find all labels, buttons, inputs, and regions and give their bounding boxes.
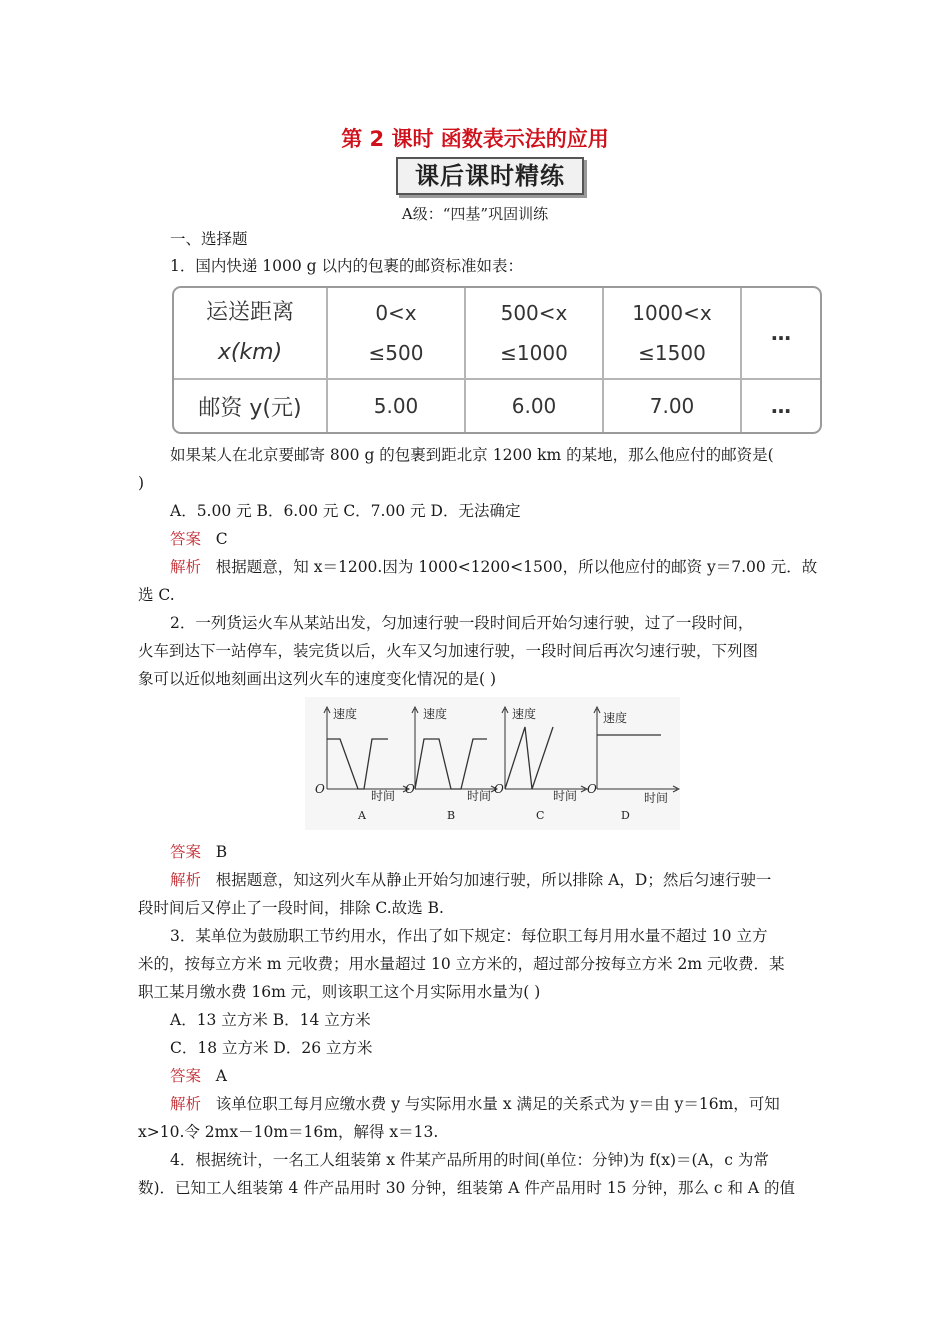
y-axis-label: 速度 <box>512 707 537 721</box>
q2-stem-line: 火车到达下一站停车，装完货以后，火车又匀加速行驶，一段时间后再次匀速行驶，下列图 <box>138 642 759 660</box>
distance-unit-label: x(km) <box>217 340 283 365</box>
q2-analysis <box>170 870 850 890</box>
analysis-label: 解析 <box>170 558 202 576</box>
q1-analysis <box>170 557 850 577</box>
range-bottom: ≤1500 <box>638 341 706 365</box>
page-title: 第 2 课时 函数表示法的应用 <box>341 127 609 151</box>
price-cell: 7.00 <box>604 380 742 432</box>
distance-header-label: 运送距离 <box>205 300 294 325</box>
range-cell <box>604 288 742 380</box>
answer-value: C <box>215 530 228 548</box>
option-label: C <box>536 809 545 822</box>
range-top: 500<x <box>500 301 568 325</box>
ellipsis-cell: … <box>771 394 791 418</box>
analysis-text: 根据题意，知 x＝1200.因为 1000<1200<1500，所以他应付的邮资 y＝7.00 元．故 <box>215 558 818 576</box>
q2-analysis-cont: 段时间后又停止了一段时间，排除 C.故选 B. <box>138 899 444 917</box>
answer-label: 答案 <box>170 843 202 861</box>
q3-answer <box>170 1066 850 1086</box>
q1-question-line: ) <box>138 474 145 492</box>
range-top: 0<x <box>375 301 417 325</box>
range-cell <box>328 288 466 380</box>
option-label: A <box>358 809 366 822</box>
answer-value: B <box>215 843 228 861</box>
origin-label: O <box>587 782 597 796</box>
option-label: B <box>447 809 456 822</box>
y-axis-label: 速度 <box>603 711 628 725</box>
price-cell: 5.00 <box>328 380 466 432</box>
q1-stem: 1．国内快递 1000 g 以内的包裹的邮资标准如表： <box>170 257 524 275</box>
speed-time-graphs <box>305 697 680 830</box>
answer-label: 答案 <box>170 530 202 548</box>
x-axis-label: 时间 <box>644 791 669 805</box>
postage-header-cell: 邮资 y(元) <box>174 380 328 432</box>
q2-stem-line: 象可以近似地刻画出这列火车的速度变化情况的是( ) <box>138 670 497 688</box>
x-axis-label: 时间 <box>371 789 396 803</box>
distance-header-cell <box>174 288 328 380</box>
exercise-badge: 课后课时精练 <box>396 157 584 195</box>
q1-question-line: 如果某人在北京要邮寄 800 g 的包裹到距北京 1200 km 的某地，那么他应付的邮资是( <box>170 446 774 464</box>
range-bottom: ≤500 <box>368 341 424 365</box>
answer-value: A <box>215 1067 227 1085</box>
section-heading: 一、选择题 <box>170 230 248 248</box>
postage-table <box>172 286 822 434</box>
origin-label: O <box>405 782 415 796</box>
q3-options: A．13 立方米 B．14 立方米 <box>170 1011 371 1029</box>
analysis-label: 解析 <box>170 871 202 889</box>
y-axis-label: 速度 <box>423 707 448 721</box>
q2-stem-line: 2．一列货运火车从某站出发，匀加速行驶一段时间后开始匀速行驶，过了一段时间， <box>170 614 754 632</box>
y-axis-label: 速度 <box>333 707 358 721</box>
option-label: D <box>621 809 630 822</box>
q3-stem-line: 米的，按每立方米 m 元收费；用水量超过 10 立方米的，超过部分按每立方米 2m 元收费．某 <box>138 955 785 973</box>
q3-stem-line: 3．某单位为鼓励职工节约用水，作出了如下规定：每位职工每月用水量不超过 10 立方 <box>170 927 768 945</box>
analysis-label: 解析 <box>170 1095 202 1113</box>
ellipsis-cell: … <box>742 288 820 380</box>
analysis-text: 该单位职工每月应缴水费 y 与实际用水量 x 满足的关系式为 y＝由 y＝16m，可知 <box>215 1095 780 1113</box>
q4-stem-line: 数)．已知工人组装第 4 件产品用时 30 分钟，组装第 A 件产品用时 15 分钟，那么 c 和 A 的值 <box>138 1179 796 1197</box>
origin-label: O <box>494 782 504 796</box>
q1-answer <box>170 529 850 549</box>
x-axis-label: 时间 <box>553 789 578 803</box>
q3-analysis-cont: x>10.令 2mx－10m＝16m，解得 x＝13. <box>138 1123 439 1141</box>
q4-stem-line: 4．根据统计，一名工人组装第 x 件某产品所用的时间(单位：分钟)为 f(x)＝(A，c 为常 <box>170 1151 769 1169</box>
range-top: 1000<x <box>632 301 712 325</box>
x-axis-label: 时间 <box>467 789 492 803</box>
answer-label: 答案 <box>170 1067 202 1085</box>
q3-analysis <box>170 1094 850 1114</box>
origin-label: O <box>315 782 325 796</box>
q2-answer <box>170 842 850 862</box>
range-bottom: ≤1000 <box>500 341 568 365</box>
q3-options: C．18 立方米 D．26 立方米 <box>170 1039 373 1057</box>
q3-stem-line: 职工某月缴水费 16m 元，则该职工这个月实际用水量为( ) <box>138 983 541 1001</box>
level-heading: A级：“四基”巩固训练 <box>401 205 549 223</box>
q1-analysis-cont: 选 C. <box>138 586 175 604</box>
price-cell: 6.00 <box>466 380 604 432</box>
q1-options: A．5.00 元 B．6.00 元 C．7.00 元 D．无法确定 <box>170 502 521 520</box>
range-cell <box>466 288 604 380</box>
analysis-text: 根据题意，知这列火车从静止开始匀加速行驶，所以排除 A，D；然后匀速行驶一 <box>215 871 772 889</box>
